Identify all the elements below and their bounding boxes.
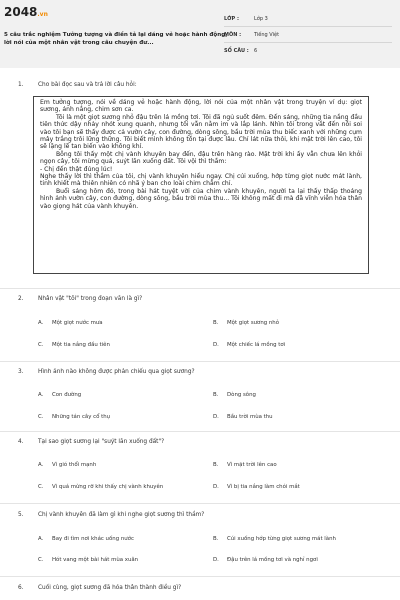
option-text: Hót vang một bài hát mùa xuân bbox=[52, 557, 139, 563]
option-text: Vì gió thổi mạnh bbox=[52, 462, 97, 468]
option-text: Vì mặt trời lên cao bbox=[227, 462, 277, 468]
passage-paragraph: - Chị đến thật đúng lúc! bbox=[40, 165, 113, 173]
answer-option-a[interactable] bbox=[38, 392, 81, 398]
answer-option-c[interactable] bbox=[38, 342, 110, 348]
option-letter: B. bbox=[213, 536, 219, 542]
count-value: 6 bbox=[254, 48, 258, 54]
answer-option-c[interactable] bbox=[38, 557, 138, 563]
question-number: 1. bbox=[18, 82, 24, 88]
option-text: Con đường bbox=[52, 392, 82, 398]
question-text: Tại sao giọt sương lại "suýt lăn xuống đất"? bbox=[38, 439, 165, 445]
logo-suffix: .vn bbox=[37, 11, 48, 18]
divider bbox=[0, 431, 400, 432]
subject-row bbox=[224, 32, 394, 48]
option-text: Những tán cây cổ thụ bbox=[52, 414, 111, 420]
option-text: Cúi xuống hớp từng giọt sương mát lành bbox=[227, 536, 336, 542]
option-letter: C. bbox=[38, 414, 44, 420]
class-row bbox=[224, 16, 394, 32]
question-number: 6. bbox=[18, 585, 24, 591]
option-letter: C. bbox=[38, 557, 44, 563]
option-letter: B. bbox=[213, 392, 219, 398]
divider bbox=[224, 42, 392, 43]
question-number: 2. bbox=[18, 296, 24, 302]
answer-option-a[interactable] bbox=[38, 462, 96, 468]
worksheet-meta bbox=[224, 16, 394, 64]
question-text: Cuối cùng, giọt sương đã hóa thân thành điều gì? bbox=[38, 585, 182, 591]
question-number: 4. bbox=[18, 439, 24, 445]
question-text: Cho bài đọc sau và trả lời câu hỏi: bbox=[38, 82, 137, 88]
option-letter: D. bbox=[213, 342, 219, 348]
option-text: Một chiếc lá mồng tơi bbox=[227, 342, 286, 348]
subject-value: Tiếng Việt bbox=[254, 32, 280, 38]
option-text: Đậu trên lá mồng tơi và nghỉ ngơi bbox=[227, 557, 318, 563]
passage-paragraph: Nghe thấy lời thì thầm của tôi, chị vành khuyên hiểu ngay. Chị cúi xuống, hớp từng giọt nước mát lành, tinh khiết mà thiên nhiên có nhã ý ban cho loài chim chăm chỉ. bbox=[40, 173, 362, 188]
divider bbox=[0, 503, 400, 504]
answer-option-b[interactable] bbox=[213, 392, 256, 398]
count-row bbox=[224, 48, 394, 64]
passage-paragraph: Buổi sáng hôm đó, trong bài hát tuyệt vời của chim vành khuyên, người ta lại thấy thấp thoáng hình ảnh vườn cây, con đường, dòng sông, bầu trời mùa thu... Tôi không mất đi mà đã vĩnh viễn hóa thân vào giọng hát của vành khuyên. bbox=[40, 187, 362, 210]
worksheet-title: 5 câu trắc nghiệm Tưởng tượng và điền tả lại dáng vẻ hoặc hành động, lời nói của một nhân vật trong câu chuyện đư... bbox=[4, 32, 228, 46]
subject-label: MÔN : bbox=[224, 32, 242, 38]
site-logo[interactable] bbox=[4, 5, 48, 19]
count-label: SỐ CÂU : bbox=[224, 48, 249, 54]
option-letter: B. bbox=[213, 320, 219, 326]
divider bbox=[224, 26, 392, 27]
option-text: Một tia nắng đầu tiên bbox=[52, 342, 110, 348]
option-letter: A. bbox=[38, 320, 44, 326]
option-letter: D. bbox=[213, 557, 219, 563]
answer-option-d[interactable] bbox=[213, 342, 285, 348]
option-text: Vì quá mừng rỡ khi thấy chị vành khuyên bbox=[52, 484, 164, 490]
passage-paragraph: Bỗng tôi thấy một chị vành khuyên bay đến, đậu trên hàng rào. Mặt trời khi ấy vẫn chưa lên khỏi ngọn cây, tôi mừng quá, suýt lăn xuống đất. Tôi vội thì thầm: bbox=[40, 150, 362, 166]
answer-option-b[interactable] bbox=[213, 536, 336, 542]
question-text: Nhân vật "tôi" trong đoạn văn là gì? bbox=[38, 296, 143, 302]
option-text: Dòng sông bbox=[227, 392, 256, 398]
reading-passage bbox=[33, 96, 369, 274]
question-text: Hình ảnh nào không được phản chiếu qua giọt sương? bbox=[38, 369, 195, 375]
option-letter: A. bbox=[38, 462, 44, 468]
option-letter: A. bbox=[38, 392, 44, 398]
passage-paragraph: Tôi là một giọt sương nhỏ đậu trên lá mồng tơi. Tôi đã ngủ suốt đêm. Đến sáng, những tia nắng đầu tiên thức dậy nhảy nhót xung quanh, nhưng tôi vẫn nằm im và lắp lánh. Nhìn tôi trong vắt đến nỗi soi vào tôi bạn sẽ thấy được cả vườn cây, con đường, dòng sông, bầu trời mùa thu biếc xanh với những cụm mây trắng trôi lững thững. Tôi biết mình không tồn tại được lâu. Chỉ lát nữa thôi, khi mặt trời lên cao, tôi sẽ lặng lẽ tan biến vào không khí. bbox=[40, 113, 362, 151]
option-letter: C. bbox=[38, 342, 44, 348]
answer-option-d[interactable] bbox=[213, 484, 300, 490]
option-letter: D. bbox=[213, 414, 219, 420]
passage-paragraph: Em tưởng tượng, nói về dáng vẻ hoặc hành động, lời nói của một nhân vật trong truyện ví dụ: giọt sương, ánh nắng, chim sơn ca. bbox=[40, 99, 362, 114]
answer-option-a[interactable] bbox=[38, 536, 134, 542]
answer-option-c[interactable] bbox=[38, 414, 110, 420]
answer-option-c[interactable] bbox=[38, 484, 163, 490]
option-text: Bầu trời mùa thu bbox=[227, 414, 273, 420]
option-letter: D. bbox=[213, 484, 219, 490]
option-letter: C. bbox=[38, 484, 44, 490]
class-value: Lớp 3 bbox=[254, 16, 268, 22]
option-text: Bay đi tìm nơi khác uống nước bbox=[52, 536, 134, 542]
question-text: Chị vành khuyên đã làm gì khi nghe giọt sương thì thầm? bbox=[38, 512, 205, 518]
class-label: LỚP : bbox=[224, 16, 239, 22]
answer-option-d[interactable] bbox=[213, 557, 318, 563]
answer-option-b[interactable] bbox=[213, 462, 277, 468]
answer-option-d[interactable] bbox=[213, 414, 273, 420]
answer-option-b[interactable] bbox=[213, 320, 279, 326]
worksheet-header bbox=[0, 0, 400, 68]
question-number: 5. bbox=[18, 512, 24, 518]
divider bbox=[0, 288, 400, 289]
answer-option-a[interactable] bbox=[38, 320, 103, 326]
option-text: Vì bị tia nắng làm chói mắt bbox=[227, 484, 300, 490]
option-letter: B. bbox=[213, 462, 219, 468]
option-letter: A. bbox=[38, 536, 44, 542]
logo-text: 2048 bbox=[4, 5, 38, 19]
divider bbox=[0, 361, 400, 362]
option-text: Một giọt sương nhỏ bbox=[227, 320, 280, 326]
divider bbox=[0, 576, 400, 577]
question-number: 3. bbox=[18, 369, 24, 375]
option-text: Một giọt nước mưa bbox=[52, 320, 103, 326]
